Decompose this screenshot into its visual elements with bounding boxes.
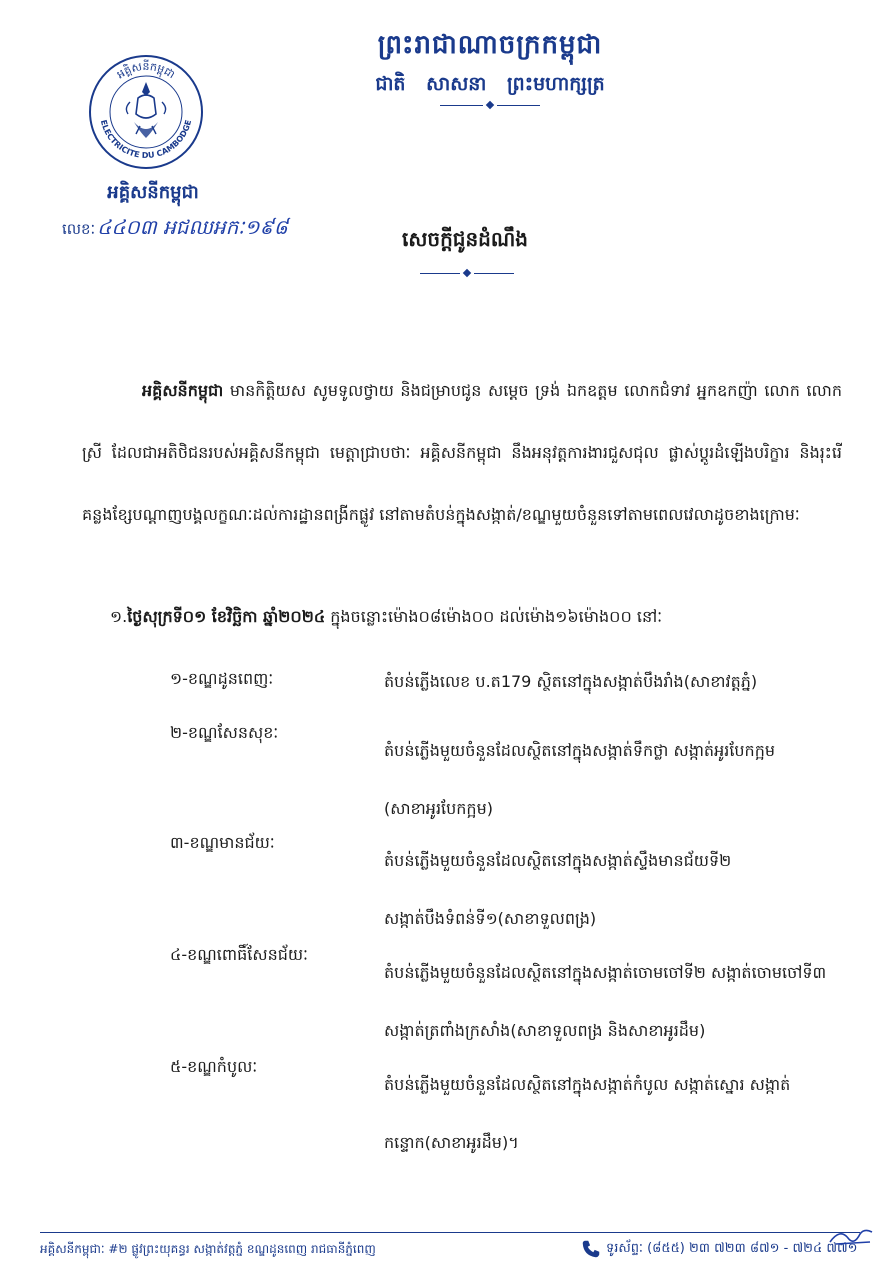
footer-divider bbox=[40, 1232, 860, 1233]
footer-contact bbox=[580, 1238, 858, 1260]
district-label: ១-ខណ្ឌដូនពេញៈ bbox=[170, 669, 274, 688]
kingdom-header bbox=[340, 28, 640, 100]
national-motto: ជាតិ សាសនា ព្រះមហាក្សត្រ bbox=[375, 73, 605, 95]
schedule-item bbox=[170, 832, 850, 932]
organization-name: អគ្គិសនីកម្ពុជា bbox=[107, 182, 199, 203]
district-label: ៣-ខណ្ឌមានជ័យៈ bbox=[170, 833, 275, 852]
schedule-item bbox=[170, 1056, 850, 1156]
reference-number bbox=[62, 214, 288, 244]
district-label: ៥-ខណ្ឌកំបូលៈ bbox=[170, 1057, 258, 1076]
phone-icon bbox=[580, 1238, 602, 1260]
paragraph-text: មានកិត្តិយស សូមទូលថ្វាយ និងជម្រាបជូន សម្តេច ទ្រង់ ឯកឧត្តម លោកជំទាវ អ្នកឧកញ៉ា លោក លោកស្រី ដែលជាអតិថិជនរបស់អគ្គិសនីកម្ពុជា មេត្តាជ្រាបថាៈ អគ្គិសនីកម្ពុជា នឹងអនុវត្តការងារជួសជុល ផ្លាស់ប្តូរដំឡើងបរិក្ខារ និងរុះរើគន្លងខ្សែបណ្តាញបង្គលក្ខណៈដល់ការដ្ឋានពង្រីកផ្លូវ នៅតាមតំបន់ក្នុងសង្កាត់/ខណ្ឌមួយចំនួនទៅតាមពេលវេលាដូចខាងក្រោមៈ bbox=[82, 381, 842, 524]
footer-phone: ទូរស័ព្ទៈ (៨៥៥) ២៣ ៧២៣ ៨៧១ - ៧២៤ ៧៧១ bbox=[606, 1240, 858, 1256]
document-title: សេចក្តីជូនដំណឹង bbox=[402, 227, 528, 251]
reference-label: លេខៈ bbox=[62, 220, 96, 238]
signature-mark bbox=[826, 1224, 876, 1248]
schedule-number: ១. bbox=[110, 607, 128, 626]
notice-paragraph bbox=[82, 360, 842, 546]
schedule-item bbox=[170, 722, 850, 822]
schedule-item bbox=[170, 668, 850, 708]
district-areas: តំបន់ភ្លើងមួយចំនួនដែលស្ថិតនៅក្នុងសង្កាត់កំបូល សង្កាត់ស្នោរ សង្កាត់កន្ទោក(សាខាអូរដឹម)។ bbox=[384, 1075, 791, 1152]
header-ornament bbox=[440, 100, 540, 110]
schedule-time: ក្នុងចន្លោះម៉ោង០៨ម៉ោង០០ ដល់ម៉ោង១៦ម៉ោង០០ នៅៈ bbox=[325, 607, 663, 626]
district-areas: តំបន់ភ្លើងមួយចំនួនដែលស្ថិតនៅក្នុងសង្កាត់ចោមចៅទី២ សង្កាត់ចោមចៅទី៣ សង្កាត់ត្រពាំងក្រសាំង(សាខាទួលពង្រ និងសាខាអូរដឹម) bbox=[384, 963, 827, 1040]
kingdom-title: ព្រះរាជាណាចក្រកម្ពុជា bbox=[377, 30, 603, 60]
schedule-item bbox=[170, 944, 850, 1044]
district-areas: តំបន់ភ្លើងលេខ ប.ត179 ស្ថិតនៅក្នុងសង្កាត់បឹងរាំង(សាខាវត្តភ្នំ) bbox=[384, 672, 758, 691]
schedule-heading bbox=[110, 606, 850, 630]
edc-logo bbox=[86, 52, 206, 172]
schedule-date: ថ្ងៃសុក្រទី០១ ខែវិច្ឆិកា ឆ្នាំ២០២៤ bbox=[127, 607, 326, 626]
logo-seal-french: ELECTRICITE DU CAMBODGE bbox=[98, 118, 194, 161]
reference-value: ៤៤០៣ អជឈអកៈ១៩៨ bbox=[97, 215, 288, 239]
district-label: ៤-ខណ្ឌពោធិ៍សែនជ័យៈ bbox=[170, 945, 308, 964]
svg-text:អគ្គិសនីកម្ពុជា bbox=[114, 59, 177, 81]
district-areas: តំបន់ភ្លើងមួយចំនួនដែលស្ថិតនៅក្នុងសង្កាត់ស្ទឹងមានជ័យទី២ សង្កាត់បឹងទំពន់ទី១(សាខាទួលពង្រ) bbox=[384, 851, 732, 928]
district-label: ២-ខណ្ឌសែនសុខៈ bbox=[170, 723, 279, 742]
footer-address: អគ្គិសនីកម្ពុជាៈ #២ ផ្លូវព្រះយុគន្ធរ សង្កាត់វត្តភ្នំ ខណ្ឌដូនពេញ រាជធានីភ្នំពេញ bbox=[40, 1242, 376, 1256]
district-areas: តំបន់ភ្លើងមួយចំនួនដែលស្ថិតនៅក្នុងសង្កាត់ទឹកថ្លា សង្កាត់អូរបែកក្អម (សាខាអូរបែកក្អម) bbox=[384, 741, 776, 818]
logo-seal-khmer: អគ្គិសនីកម្ពុជា bbox=[114, 60, 178, 82]
paragraph-lead: អគ្គិសនីកម្ពុជា bbox=[142, 381, 224, 400]
title-ornament bbox=[420, 268, 514, 278]
